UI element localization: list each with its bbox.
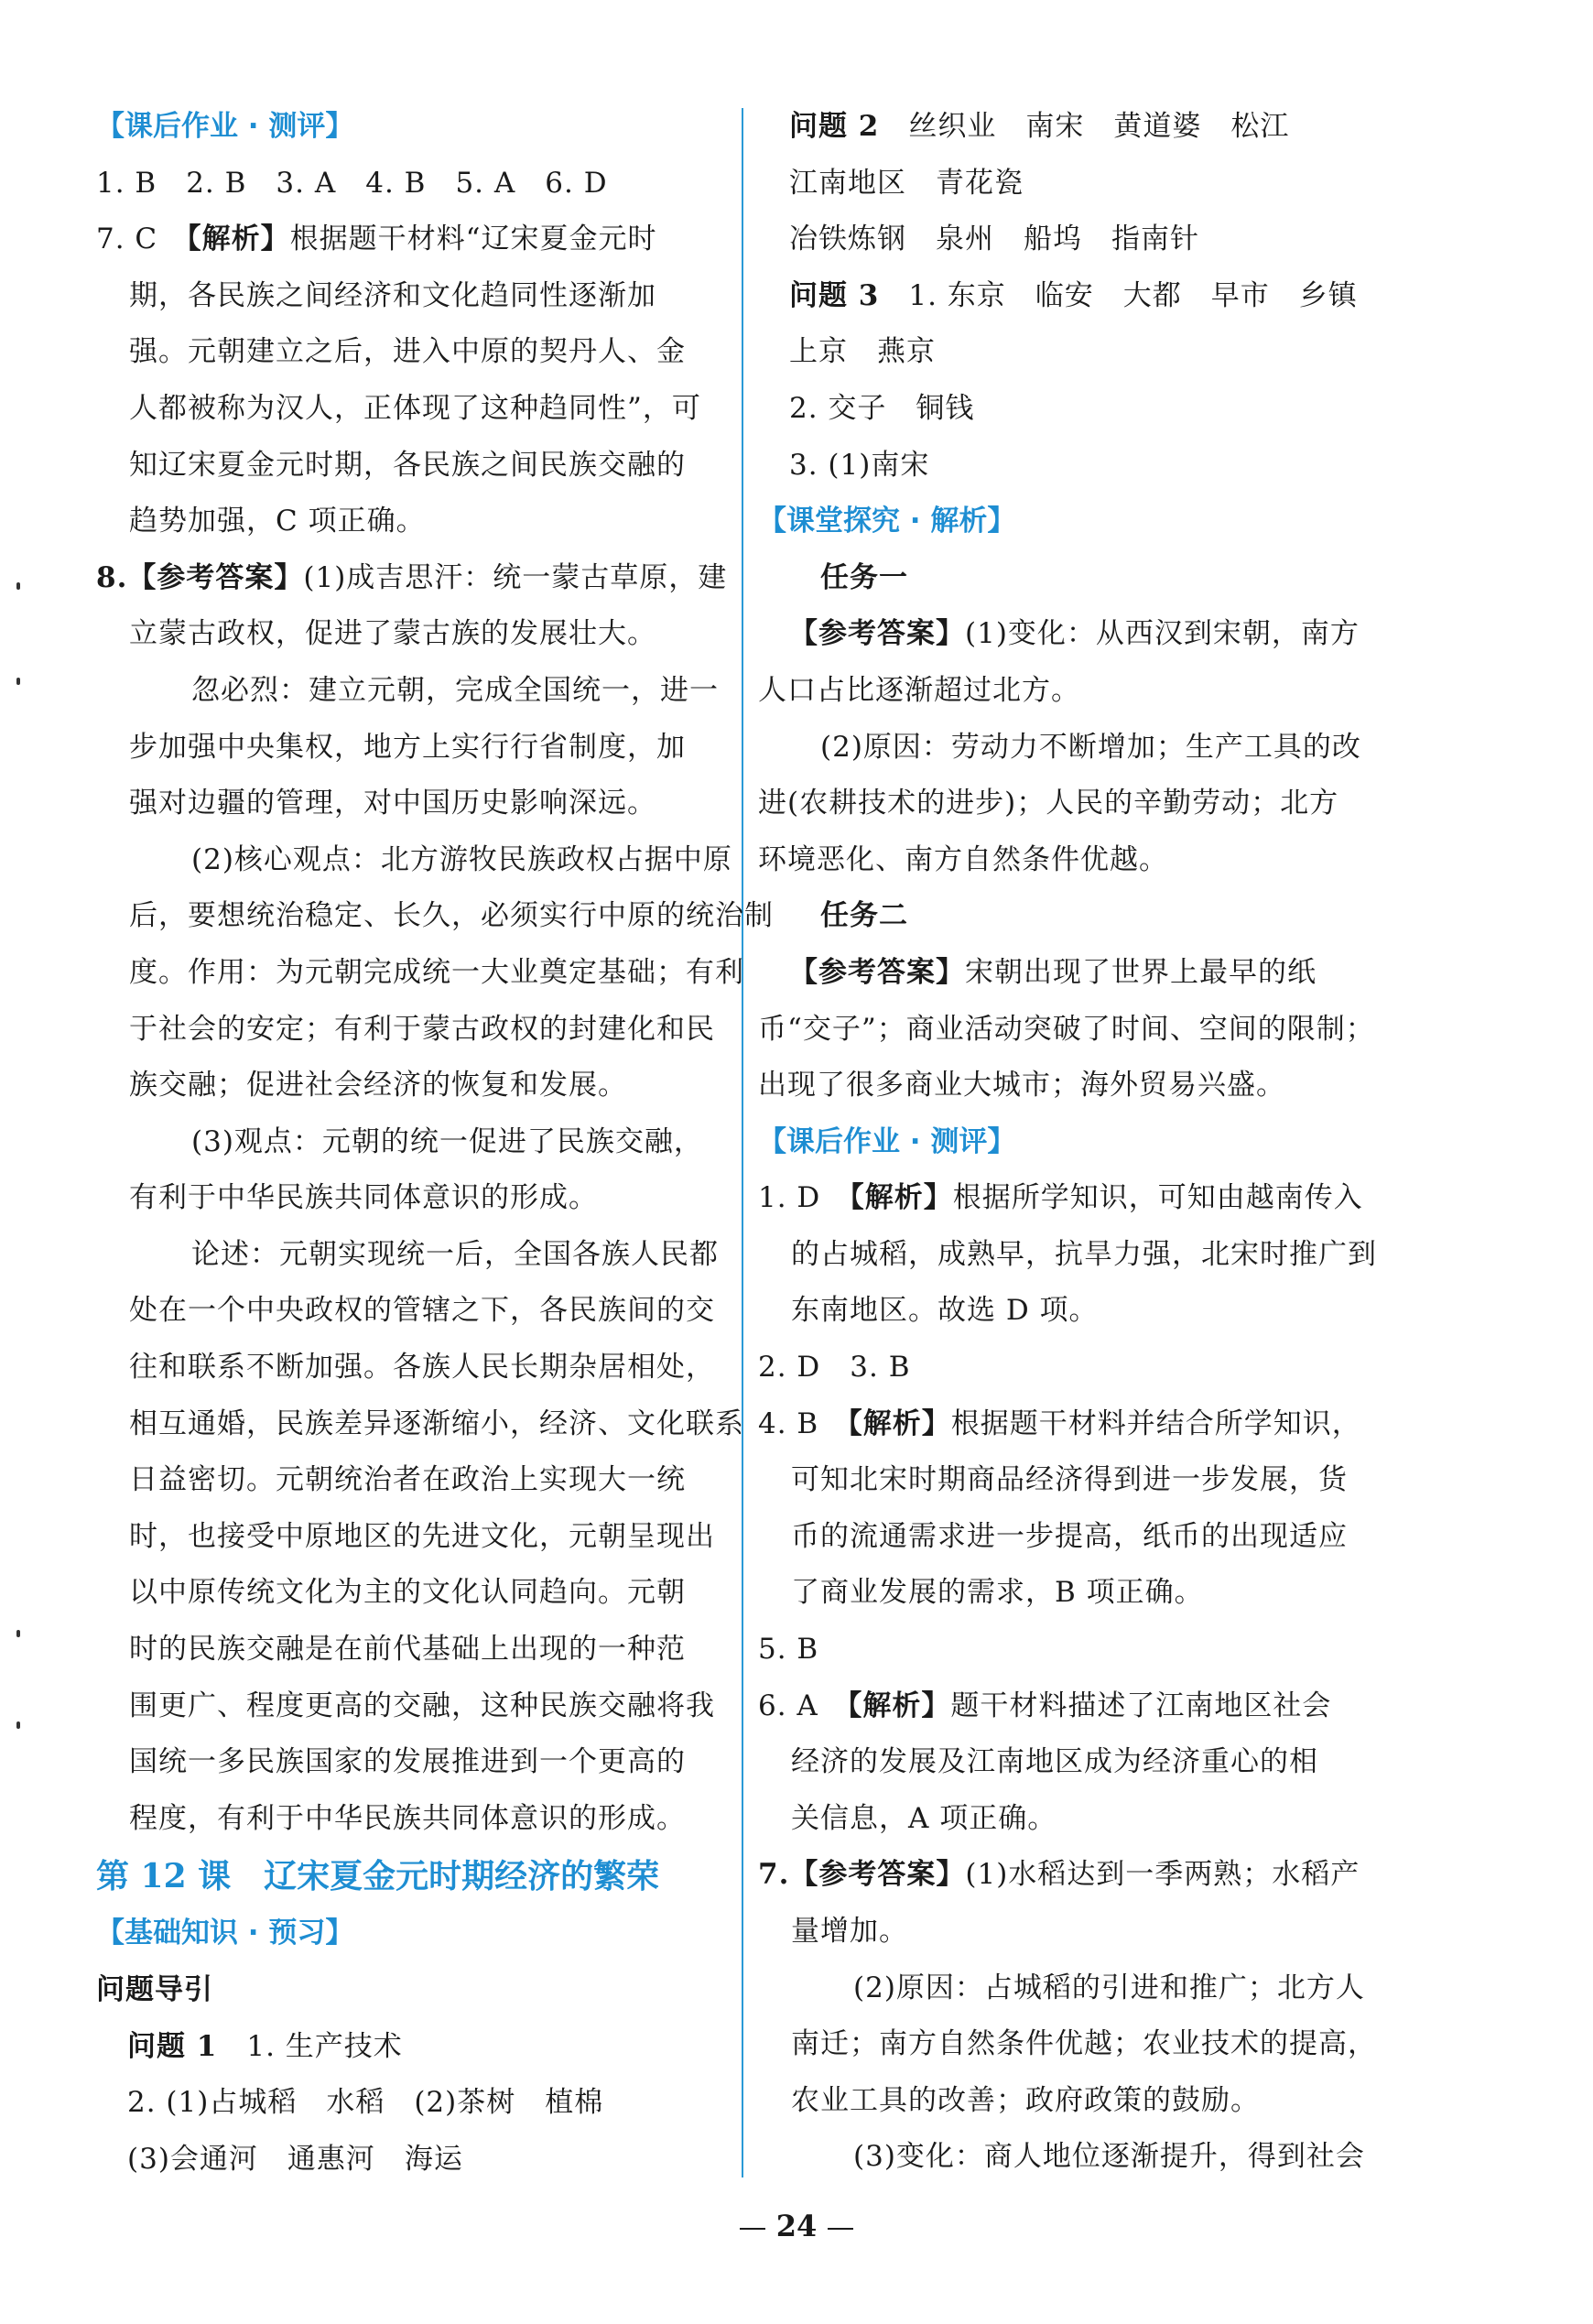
text-line: 人口占比逐渐超过北方。 [758, 673, 1080, 707]
text-line: 忽必烈：建立元朝，完成全国统一，进一 [191, 673, 719, 707]
text-line: 上京 燕京 [789, 335, 936, 369]
text-line: (2)核心观点：北方游牧民族政权占据中原 [191, 842, 732, 876]
analysis-tag: 【解析】 [847, 1689, 951, 1722]
text-line: 知辽宋夏金元时期，各民族之间民族交融的 [129, 448, 686, 482]
text-line: 币“交子”；商业活动突破了时间、空间的限制； [758, 1012, 1375, 1046]
text-line: 东南地区。故选 D 项。 [791, 1294, 1099, 1328]
subheading: 问题导引 [96, 1973, 213, 2006]
text-line: 出现了很多商业大城市；海外贸易兴盛。 [758, 1069, 1285, 1102]
text-line: 族交融；促进社会经济的恢复和发展。 [129, 1069, 627, 1102]
text-line: (2)原因：占城稻的引进和推广；北方人 [853, 1971, 1365, 2004]
answer-line: 2. D 3. B [758, 1351, 911, 1385]
answer-item-7: 7.【参考答案】(1)水稻达到一季两熟；水稻产 [758, 1858, 1360, 1892]
text-line: 围更广、程度更高的交融，这种民族交融将我 [129, 1689, 715, 1722]
text-line: 程度，有利于中华民族共同体意识的形成。 [129, 1801, 686, 1835]
answer-item-1: 1. D 【解析】根据所学知识，可知由越南传入 [758, 1181, 1363, 1215]
column-divider [742, 108, 743, 2177]
margin-mark [16, 582, 20, 590]
text-line: 相互通婚，民族差异逐渐缩小，经济、文化联系 [129, 1406, 744, 1440]
text-line: 江南地区 青花瓷 [789, 166, 1024, 200]
answer-line: 【参考答案】(1)变化：从西汉到宋朝，南方 [789, 617, 1360, 651]
reference-answer-tag: 【参考答案】 [789, 955, 965, 989]
text-line: 有利于中华民族共同体意识的形成。 [129, 1181, 598, 1215]
text-line: 进(农耕技术的进步)；人民的辛勤劳动；北方 [758, 787, 1339, 820]
text-line: 日益密切。元朝统治者在政治上实现大一统 [129, 1463, 686, 1497]
text-line: 趋势加强，C 项正确。 [129, 505, 426, 538]
section-heading: 【课后作业 · 测评】 [96, 110, 354, 143]
answer-line: 5. B [758, 1633, 819, 1667]
text-line: 冶铁炼钢 泉州 船坞 指南针 [789, 223, 1199, 256]
reference-answer-tag: 【参考答案】 [127, 560, 304, 594]
answer-line: 1. B 2. B 3. A 4. B 5. A 6. D [96, 166, 608, 200]
text-line: 2. (1)占城稻 水稻 (2)茶树 植棉 [127, 2086, 604, 2120]
question-line: 问题 1 1. 生产技术 [127, 2029, 403, 2063]
answer-item-4: 4. B 【解析】根据题干材料并结合所学知识， [758, 1406, 1361, 1440]
question-line: 问题 3 1. 东京 临安 大都 早市 乡镇 [789, 278, 1358, 312]
text-line: 强。元朝建立之后，进入中原的契丹人、金 [129, 335, 686, 369]
text-line: 时，也接受中原地区的先进文化，元朝呈现出 [129, 1519, 715, 1553]
margin-mark [16, 678, 20, 685]
text-line: (3)会通河 通惠河 海运 [127, 2142, 463, 2176]
text-line: 关信息，A 项正确。 [791, 1801, 1057, 1835]
section-heading: 【基础知识 · 预习】 [96, 1917, 354, 1950]
reference-answer-tag: 【参考答案】 [789, 617, 965, 651]
dash-left [740, 2228, 765, 2230]
text-line: 的占城稻，成熟早，抗旱力强，北宋时推广到 [791, 1237, 1377, 1271]
text-line: (3)观点：元朝的统一促进了民族交融， [191, 1124, 703, 1158]
right-column [758, 99, 1399, 2186]
text-line: (2)原因：劳动力不断增加；生产工具的改 [820, 730, 1361, 764]
analysis-tag: 【解析】 [187, 223, 290, 256]
reference-answer-tag: 【参考答案】 [789, 1858, 966, 1892]
left-column [96, 99, 774, 2188]
text-line: 以中原传统文化为主的文化认同趋向。元朝 [129, 1576, 686, 1610]
question-line: 问题 2 丝织业 南宋 黄道婆 松江 [789, 110, 1290, 143]
answer-item-6: 6. A 【解析】题干材料描述了江南地区社会 [758, 1689, 1332, 1722]
text-line: 论述：元朝实现统一后，全国各族人民都 [191, 1237, 719, 1271]
text-line: 量增加。 [791, 1915, 908, 1948]
text-line: 期，各民族之间经济和文化趋同性逐渐加 [129, 278, 656, 312]
text-line: 往和联系不断加强。各族人民长期杂居相处， [129, 1351, 715, 1385]
text-line: 3. (1)南宋 [789, 448, 930, 482]
answer-line: 【参考答案】宋朝出现了世界上最早的纸 [789, 955, 1317, 989]
text-line: 强对边疆的管理，对中国历史影响深远。 [129, 787, 656, 820]
answer-item-8: 8.【参考答案】(1)成吉思汗：统一蒙古草原，建 [96, 560, 728, 594]
text-line: 国统一多民族国家的发展推进到一个更高的 [129, 1745, 686, 1779]
lesson-title: 第 12 课 辽宋夏金元时期经济的繁荣 [96, 1857, 660, 1896]
task-heading: 任务一 [820, 560, 908, 594]
section-heading: 【课后作业 · 测评】 [758, 1124, 1016, 1158]
text-line: 农业工具的改善；政府政策的鼓励。 [791, 2083, 1260, 2117]
analysis-tag: 【解析】 [848, 1406, 951, 1440]
dash-right [828, 2228, 853, 2230]
task-heading: 任务二 [820, 899, 908, 933]
text-line: 南迁；南方自然条件优越；农业技术的提高， [791, 2027, 1377, 2061]
page-number: 24 [0, 2209, 1593, 2243]
text-line: 于社会的安定；有利于蒙古政权的封建化和民 [129, 1012, 715, 1046]
text-line: 币的流通需求进一步提高，纸币的出现适应 [791, 1519, 1348, 1553]
text-line: 后，要想统治稳定、长久，必须实行中原的统治制 [129, 899, 774, 933]
margin-mark [16, 1630, 20, 1637]
text-line: 2. 交子 铜钱 [789, 391, 975, 425]
text-line: 了商业发展的需求，B 项正确。 [791, 1576, 1204, 1610]
margin-mark [16, 1721, 20, 1729]
text-line: 经济的发展及江南地区成为经济重心的相 [791, 1745, 1318, 1779]
text-line: 人都被称为汉人，正体现了这种趋同性”，可 [129, 391, 701, 425]
text-line: 度。作用：为元朝完成统一大业奠定基础；有利 [129, 955, 744, 989]
section-heading: 【课堂探究 · 解析】 [758, 505, 1016, 538]
answer-item-7: 7. C 【解析】根据题干材料“辽宋夏金元时 [96, 223, 657, 256]
text-line: 处在一个中央政权的管辖之下，各民族间的交 [129, 1294, 715, 1328]
text-line: 步加强中央集权，地方上实行行省制度，加 [129, 730, 686, 764]
text-line: 立蒙古政权，促进了蒙古族的发展壮大。 [129, 617, 656, 651]
text-line: 时的民族交融是在前代基础上出现的一种范 [129, 1633, 686, 1667]
text-line: 可知北宋时期商品经济得到进一步发展，货 [791, 1463, 1348, 1497]
analysis-tag: 【解析】 [850, 1181, 953, 1215]
text-line: (3)变化：商人地位逐渐提升，得到社会 [853, 2140, 1365, 2174]
text-line: 环境恶化、南方自然条件优越。 [758, 842, 1168, 876]
